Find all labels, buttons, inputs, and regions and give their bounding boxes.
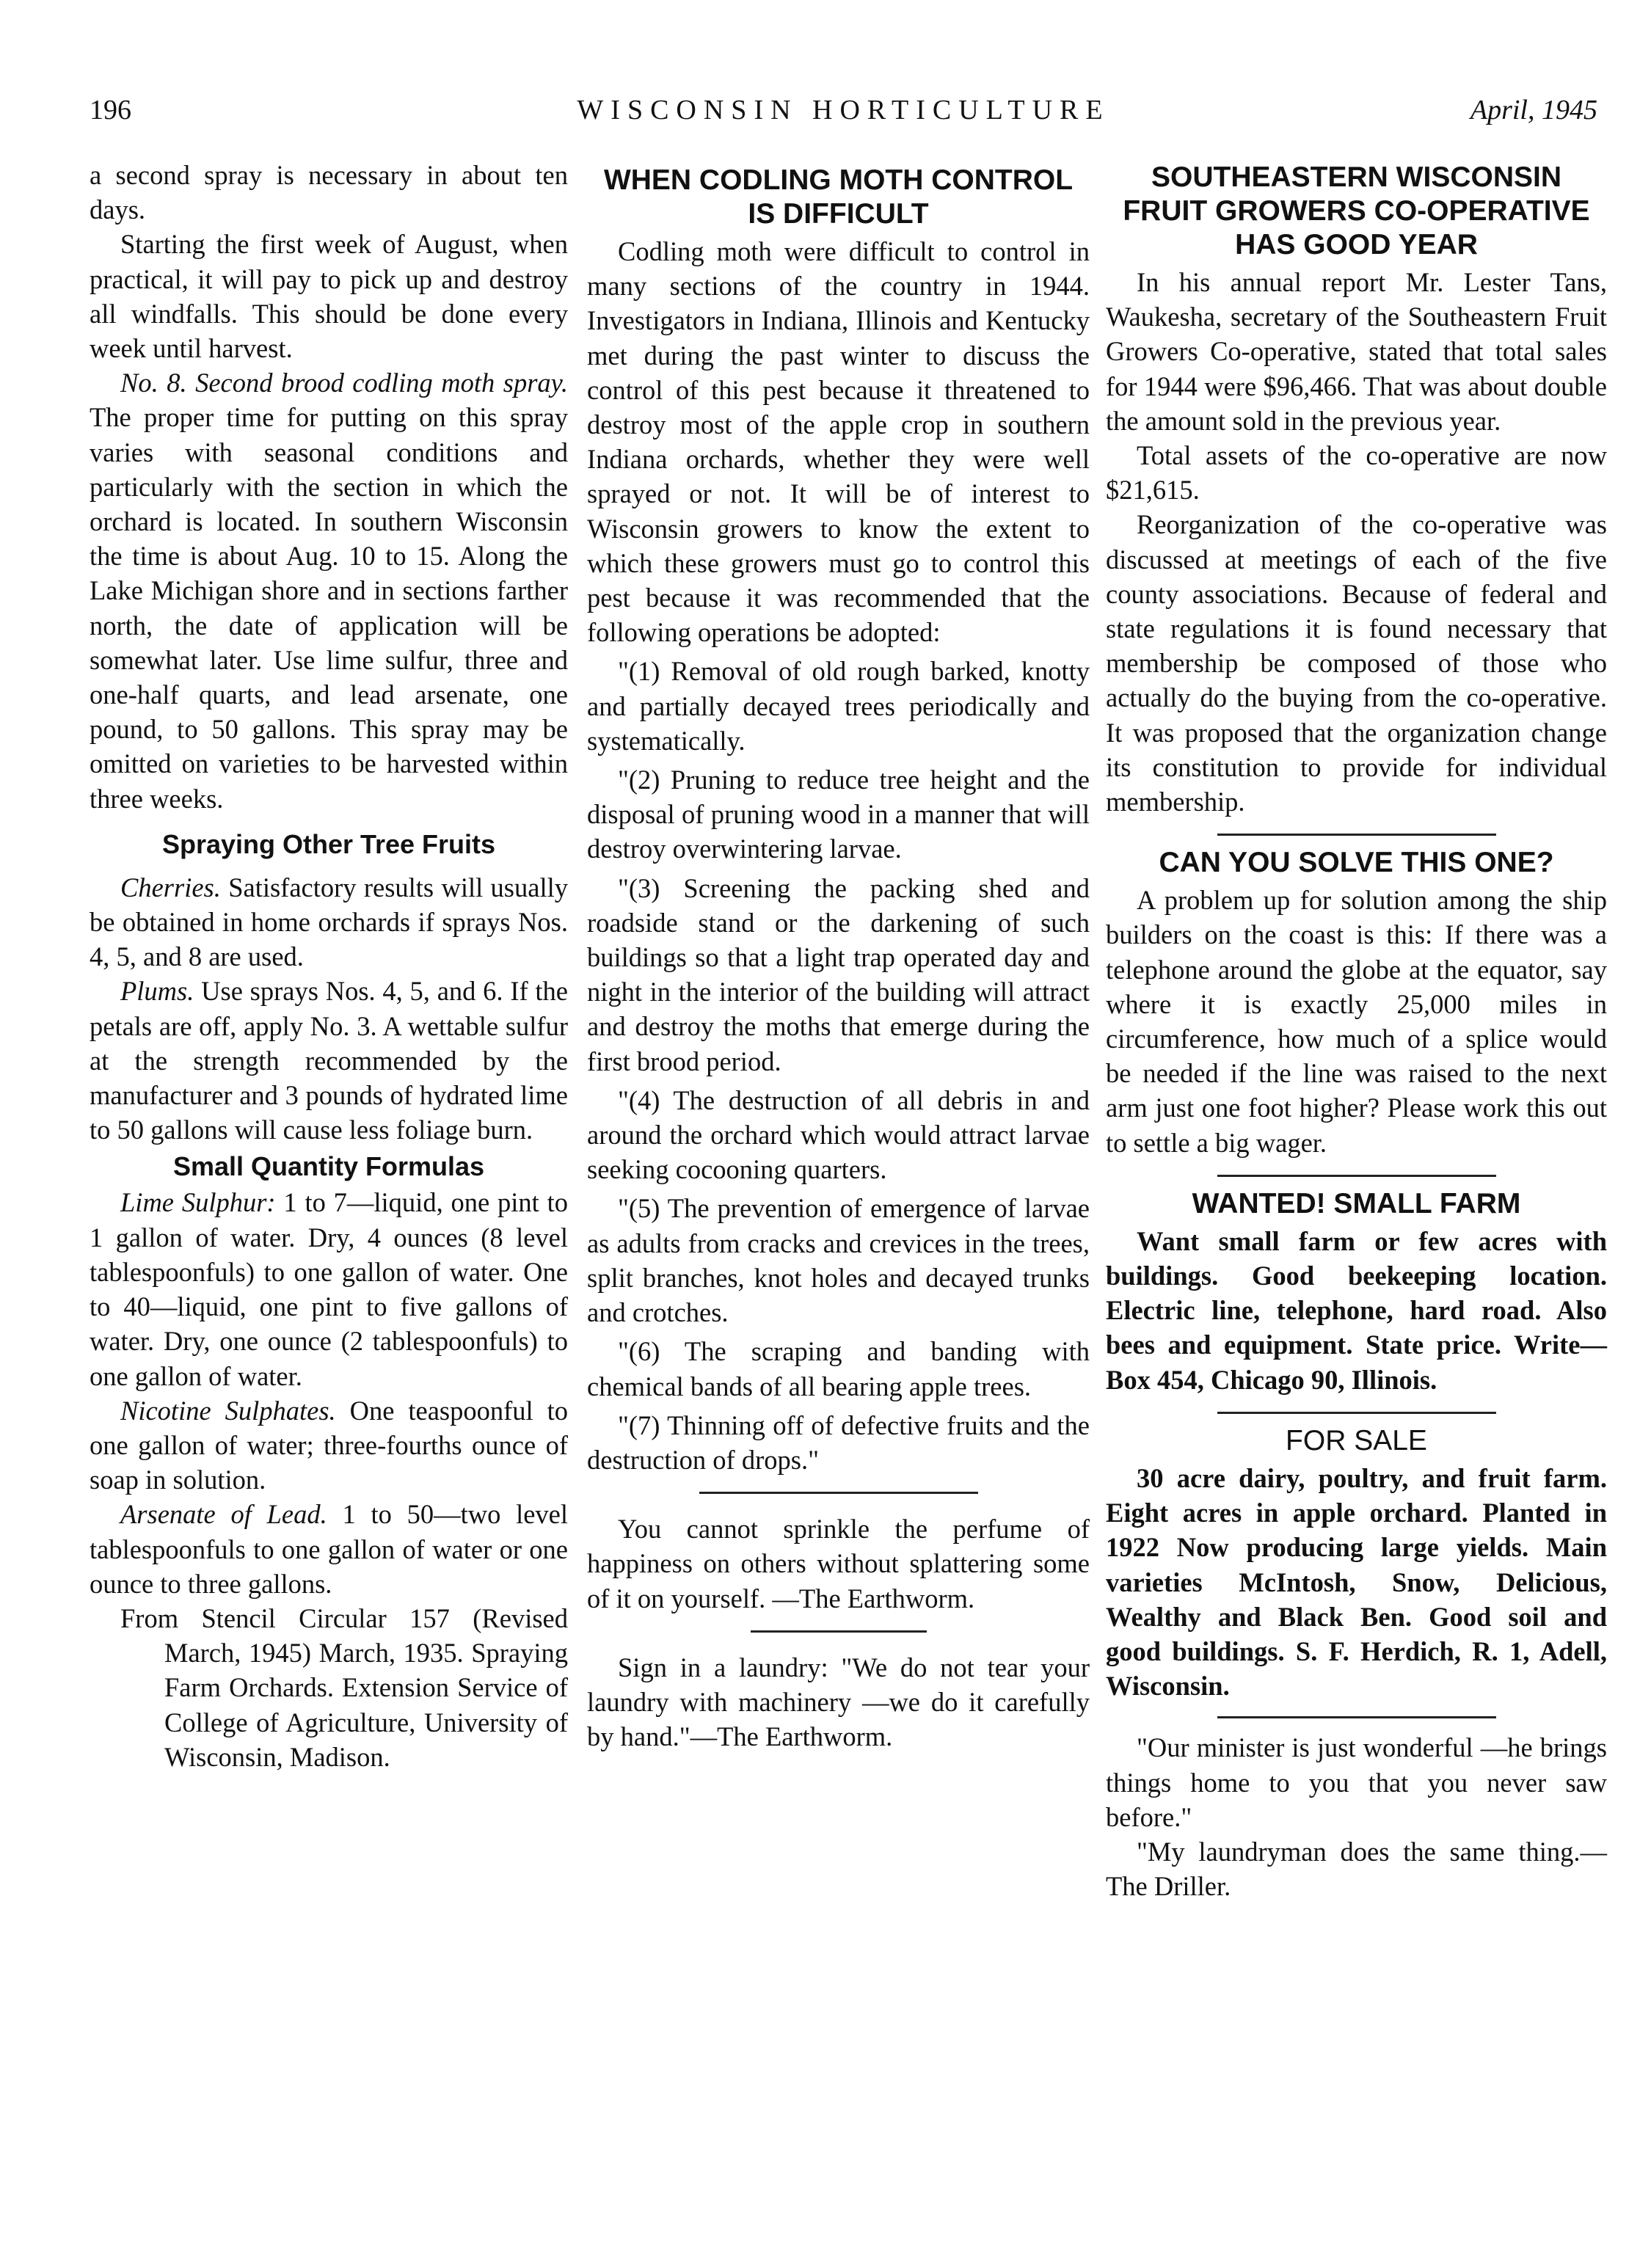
divider <box>1217 834 1496 836</box>
divider <box>1217 1175 1496 1177</box>
column-3 <box>1106 158 1607 1903</box>
run-in-heading: Nicotine Sulphates. <box>120 1395 336 1426</box>
classified-ad: 30 acre dairy, poultry, and fruit farm. Eight acres in apple orchard. Planted in 1922 Now producing large yields. Main varieties McIntosh, Snow, Delicious, Wealthy and Black Ben. Good soil and good buildings. S. F. Herdich, R. 1, Adell, Wisconsin. <box>1106 1462 1607 1702</box>
journal-title: WISCONSIN HORTICULTURE <box>577 95 1110 125</box>
divider <box>699 1492 978 1494</box>
paragraph: A problem up for solution among the ship builders on the coast is this: If there was a telephone around the globe at the equator, say where it is exactly 25,000 miles in circumference, how much of a splice would be needed if the line was raised to the next arm just one foot higher? Please work this out to settle a big wager. <box>1106 885 1607 1158</box>
paragraph: a second spray is necessary in about ten days. <box>90 160 568 225</box>
issue-date: April, 1945 <box>1470 95 1597 125</box>
ad-title: WANTED! SMALL FARM <box>1192 1187 1521 1219</box>
run-in-heading: Plums. <box>120 976 194 1007</box>
run-in-heading: Arsenate of Lead. <box>120 1499 327 1530</box>
filler-joke: "Our minister is just wonderful —he brings things home to you that you never saw before." <box>1106 1732 1607 1832</box>
article-title: CAN YOU SOLVE THIS ONE? <box>1159 847 1554 879</box>
section-heading: Small Quantity Formulas <box>172 1151 485 1182</box>
paragraph <box>90 1393 568 1498</box>
paragraph <box>90 974 568 1147</box>
paragraph: Total assets of the co-operative are now $21,615. <box>1106 440 1607 506</box>
paragraph-body: Use sprays Nos. 4, 5, and 6. If the petals are off, apply No. 3. A wettable sulfur at the strength recommended by the manufacturer and 3 pounds of hydrated lime to 50 gallons will cause less foliage burn. <box>90 976 568 1145</box>
article-title: WHEN CODLING MOTH CONTROL IS DIFFICULT <box>603 164 1074 230</box>
paragraph: Starting the first week of August, when practical, it will pay to pick up and destroy all windfalls. This should be done every week until harvest. <box>90 229 568 364</box>
page-header <box>90 94 1597 131</box>
paragraph <box>90 365 568 816</box>
paragraph <box>90 870 568 974</box>
run-in-heading: No. 8. Second brood codling moth spray. <box>120 368 568 398</box>
list-item: "(3) Screening the packing shed and roadside stand or the darkening of such buildings so that a light trap operated day and night in the interior of the building will attract and destroy the moths that emerge during the first brood period. <box>587 872 1090 1076</box>
ad-title: FOR SALE <box>1286 1424 1427 1456</box>
run-in-heading: Cherries. <box>120 872 221 903</box>
list-item: "(2) Pruning to reduce tree height and the disposal of pruning wood in a manner that will destroy overwintering larvae. <box>587 765 1090 864</box>
section-heading: Spraying Other Tree Fruits <box>161 828 496 859</box>
paragraph-body: Satisfactory results will usually be obtained in home orchards if sprays Nos. 4, 5, and 8 are used. <box>90 872 568 972</box>
list-item: "(4) The destruction of all debris in and around the orchard which would attract larvae seeking cocooning quarters. <box>587 1084 1090 1185</box>
run-in-heading: Lime Sulphur: <box>120 1187 276 1218</box>
list-item: "(5) The prevention of emergence of larvae as adults from cracks and crevices in the trees, split branches, knot holes and decayed trunks and crotches. <box>587 1193 1090 1328</box>
list-item: "(7) Thinning off of defective fruits and the destruction of drops." <box>587 1410 1090 1475</box>
column-2 <box>587 158 1090 1754</box>
paragraph <box>90 1185 568 1393</box>
paragraph-body: 1 to 50—two level tablespoonfuls to one gallon of water or one ounce to three gallons. <box>90 1499 568 1599</box>
classified-ad: Want small farm or few acres with buildings. Good beekeeping location. Electric line, telephone, hard road. Also bees and equipment. State price. Write—Box 454, Chicago 90, Illinois. <box>1106 1225 1607 1395</box>
page-number: 196 <box>90 95 131 125</box>
list-item: "(6) The scraping and banding with chemical bands of all bearing apple trees. <box>587 1336 1090 1401</box>
paragraph: Codling moth were difficult to control in many sections of the country in 1944. Investigators in Indiana, Illinois and Kentucky met during the past winter to discuss the control of this pest because it threatened to destroy most of the apple crop in southern Indiana orchards, whether they were well sprayed or not. It will be of interest to Wisconsin growers to know the extent to which these growers must go to control this pest because it was recommended that the following operations be adopted: <box>587 236 1090 648</box>
filler-joke: "My laundryman does the same thing.—The Driller. <box>1106 1836 1607 1902</box>
list-item: "(1) Removal of old rough barked, knotty and partially decayed trees periodically and systematically. <box>587 656 1090 756</box>
article-title: SOUTHEASTERN WISCONSIN FRUIT GROWERS CO-OPERATIVE HAS GOOD YEAR <box>1123 161 1590 260</box>
column-1 <box>90 158 568 1774</box>
paragraph-body: 1 to 7—liquid, one pint to 1 gallon of water. Dry, 4 ounces (8 level tablespoonfuls) to one gallon of water. One to 40—liquid, one pint to five gallons of water. Dry, one ounce (2 tablespoonfuls) to one gallon of water. <box>90 1187 568 1391</box>
paragraph: In his annual report Mr. Lester Tans, Waukesha, secretary of the Southeastern Fruit Growers Co-operative, stated that total sales for 1944 were $96,466. That was about double the amount sold in the previous year. <box>1106 267 1607 436</box>
divider <box>1217 1412 1496 1414</box>
paragraph-body: One teaspoonful to one gallon of water; three-fourths ounce of soap in solution. <box>90 1395 568 1495</box>
paragraph: Reorganization of the co-operative was discussed at meetings of each of the five county associations. Because of federal and state regulations it is found necessary that membership be composed of those who actually do the buying from the co-operative. It was proposed that the organization change its constitution to provide for individual membership. <box>1106 509 1607 817</box>
filler-quote: You cannot sprinkle the perfume of happiness on others without splattering some of it on yourself. —The Earthworm. <box>587 1514 1090 1614</box>
paragraph <box>90 1497 568 1601</box>
filler-quote: Sign in a laundry: "We do not tear your laundry with machinery —we do it carefully by hand."—The Earthworm. <box>587 1652 1090 1752</box>
source-citation: From Stencil Circular 157 (Revised March, 1945) March, 1935. Spraying Farm Orchards. Extension Service of College of Agriculture, University of Wisconsin, Madison. <box>120 1602 568 1772</box>
paragraph-body: The proper time for putting on this spray varies with seasonal conditions and particularly with the section in which the orchard is located. In southern Wisconsin the time is about Aug. 10 to 15. Along the Lake Michigan shore and in sections farther north, the date of application will be somewhat later. Use lime sulfur, three and one-half quarts, and lead arsenate, one pound, to 50 gallons. This spray may be omitted on varieties to be harvested within three weeks. <box>90 402 568 814</box>
divider <box>1217 1716 1496 1718</box>
divider <box>751 1630 927 1633</box>
